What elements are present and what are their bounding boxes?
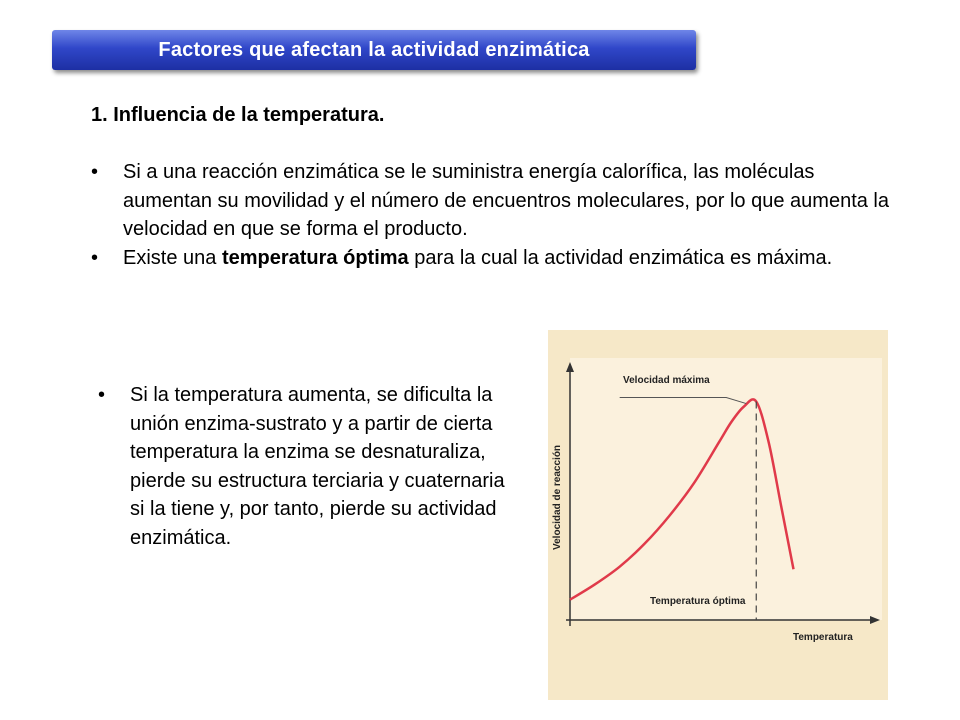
bullet-text-prefix: Existe una xyxy=(123,246,222,269)
bullet-text-bold: temperatura óptima xyxy=(221,246,409,269)
bullet-item xyxy=(91,244,891,273)
bullet-text-suffix: para la cual la actividad enzimática es máxima. xyxy=(408,246,833,269)
bullet-item xyxy=(98,381,508,552)
optimum-annotation: Temperatura óptima xyxy=(650,596,746,607)
slide-title: Factores que afectan la actividad enzimática xyxy=(158,38,590,61)
peak-annotation: Velocidad máxima xyxy=(623,375,710,386)
y-axis-label: Velocidad de reacción xyxy=(552,444,563,550)
chart-svg xyxy=(548,330,888,700)
bullet-text-energy: Si a una reacción enzimática se le suministra energía calorífica, las moléculas aumentan su movilidad y el número de encuentros moleculares, por lo que aumenta la velocidad en que se forma el producto. xyxy=(123,161,889,240)
bullet-list xyxy=(91,158,891,272)
section-heading: 1. Influencia de la temperatura. xyxy=(91,104,385,126)
bullet-list-secondary xyxy=(98,381,508,552)
temperature-chart xyxy=(548,330,888,700)
bullet-text-denature: Si la temperatura aumenta, se dificulta la unión enzima-sustrato y a partir de cierta temperatura la enzima se desnaturaliza, pierde su estructura terciaria y cuaternaria si la tiene y, por tanto, pierde su actividad enzimática. xyxy=(130,384,505,549)
bullet-item xyxy=(91,158,891,244)
x-axis-label: Temperatura xyxy=(793,632,853,643)
slide-title-bar xyxy=(52,30,696,70)
